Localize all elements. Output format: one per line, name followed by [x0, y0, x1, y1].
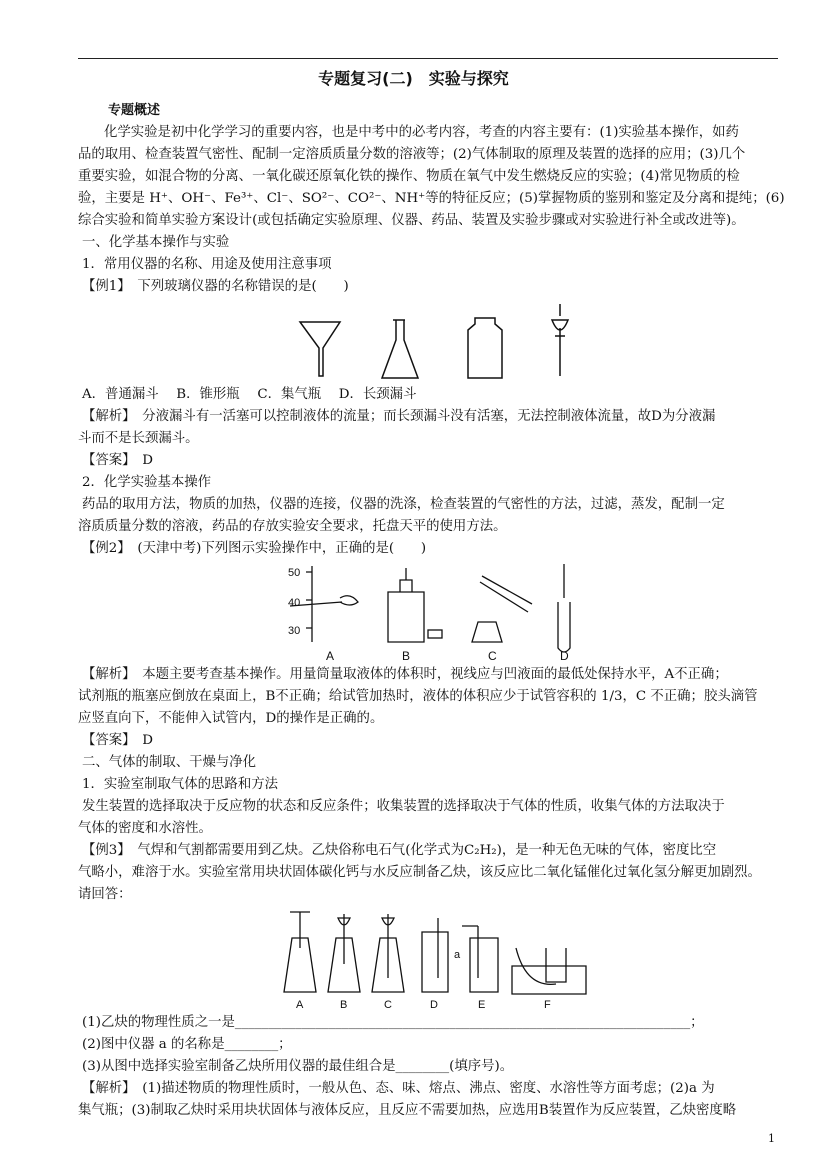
scale-label: 50 — [288, 567, 301, 579]
heating-tube-icon — [472, 576, 532, 642]
stopper-icon — [428, 630, 442, 638]
reagent-bottle-icon — [388, 568, 424, 642]
text-line: 重要实验，如混合物的分离、一氧化碳还原氧化铁的操作、物质在氧气中发生燃烧反应的实验；(4)常见物质的检 — [78, 169, 740, 184]
example-1-options: A．普通漏斗 B．锥形瓶 C．集气瓶 D．长颈漏斗 — [82, 387, 417, 402]
subsection-heading: 1．实验室制取气体的思路和方法 — [82, 777, 278, 792]
example-2-question: 【例2】 (天津中考)下列图示实验操作中，正确的是( ) — [82, 541, 427, 556]
option-label: B — [402, 649, 411, 663]
instrument-a-label: a — [454, 949, 461, 961]
page-number: 1 — [768, 1132, 775, 1145]
option-label: B — [340, 999, 348, 1011]
question-line: (2)图中仪器 a 的名称是________； — [82, 1037, 292, 1052]
text-line: 化学实验是初中化学学习的重要内容，也是中考中的必考内容，考查的内容主要有：(1)实验基本操作，如药 — [104, 125, 739, 140]
question-line: (1)乙炔的物理性质之一是____________________________________________________________________； — [82, 1015, 704, 1030]
text-line: 验，主要是 H⁺、OH⁻、Fe³⁺、Cl⁻、SO²⁻、CO²⁻、NH⁺等的特征反应；(5)掌握物质的鉴别和鉴定及分离和提纯；(6) — [78, 191, 785, 206]
section-heading: 二、气体的制取、干燥与净化 — [82, 755, 257, 770]
text-line: 发生装置的选择取决于反应物的状态和反应条件；收集装置的选择取决于气体的性质，收集气体的方法取决于 — [82, 799, 725, 814]
text-line: 试剂瓶的瓶塞应倒放在桌面上，B不正确；给试管加热时，液体的体积应少于试管容积的 1/3，C 不正确；胶头滴管 — [78, 689, 758, 704]
ex2-operations-figure — [282, 562, 602, 664]
text-line: 综合实验和简单实验方案设计(或包括确定实验原理、仪器、药品、装置及实验步骤或对实验进行补全或改进等)。 — [78, 213, 745, 228]
ex1-instruments-figure — [290, 300, 590, 386]
section-heading: 一、化学基本操作与实验 — [82, 235, 230, 250]
page-title: 专题复习(二) 实验与探究 — [318, 69, 509, 88]
text-line: 溶质质量分数的溶液，药品的存放实验安全要求，托盘天平的使用方法。 — [78, 519, 507, 534]
flask-b-icon — [328, 914, 360, 992]
overview-heading: 专题概述 — [108, 103, 161, 118]
bottle-d-icon — [422, 918, 448, 992]
option-label: A — [296, 999, 304, 1011]
text-line: 【解析】 本题主要考查基本操作。用量筒量取液体的体积时，视线应与凹液面的最低处保持水平，A不正确； — [82, 667, 728, 682]
option-label: C — [384, 999, 392, 1011]
text-line: 集气瓶；(3)制取乙炔时采用块状固体与液体反应，且反应不需要加热，应选用B装置作为反应装置，乙炔密度略 — [78, 1103, 737, 1118]
flask-c-icon — [372, 914, 404, 992]
gas-bottle-icon — [468, 318, 502, 378]
option-label: D — [430, 999, 438, 1011]
option-label: C — [488, 649, 497, 663]
flask-a-icon — [284, 912, 316, 992]
example-3-question: 【例3】 气焊和气割都需要用到乙炔。乙炔俗称电石气(化学式为C₂H₂)，是一种无色无味的气体，密度比空 — [82, 843, 717, 858]
example-1-question: 【例1】 下列玻璃仪器的名称错误的是( ) — [82, 279, 349, 294]
conical-flask-icon — [382, 320, 418, 378]
text-line: 品的取用、检查装置气密性、配制一定溶质质量分数的溶液等；(2)气体制取的原理及装置的选择的应用；(3)几个 — [78, 147, 746, 162]
test-tube-icon — [558, 564, 570, 652]
funnel-icon — [300, 322, 340, 376]
header-rule — [78, 58, 778, 59]
text-line: 应竖直向下，不能伸入试管内，D的操作是正确的。 — [78, 711, 384, 726]
gas-bottle-e-icon — [462, 926, 498, 992]
subsection-heading: 2．化学实验基本操作 — [82, 475, 212, 490]
text-line: 【解析】 分液漏斗有一活塞可以控制液体的流量；而长颈漏斗没有活塞，无法控制液体流量，故D为分液漏 — [82, 409, 716, 424]
eye-icon — [340, 596, 358, 605]
answer-line: 【答案】 D — [82, 453, 153, 468]
water-trough-f-icon — [512, 948, 586, 994]
text-line: 药品的取用方法，物质的加热，仪器的连接，仪器的洗涤，检查装置的气密性的方法，过滤，蒸发，配制一定 — [82, 497, 725, 512]
text-line: 请回答： — [78, 887, 132, 902]
subsection-heading: 1．常用仪器的名称、用途及使用注意事项 — [82, 257, 332, 272]
separatory-funnel-icon — [552, 304, 568, 376]
question-line: (3)从图中选择实验室制备乙炔所用仪器的最佳组合是________(填序号)。 — [82, 1059, 514, 1074]
answer-line: 【答案】 D — [82, 733, 153, 748]
text-line: 斗而不是长颈漏斗。 — [78, 431, 199, 446]
text-line: 气略小，难溶于水。实验室常用块状固体碳化钙与水反应制备乙炔，该反应比二氧化锰催化过氧化氢分解更加剧烈。 — [78, 865, 761, 880]
scale-label: 40 — [288, 597, 301, 609]
text-line: 气体的密度和水溶性。 — [78, 821, 212, 836]
text-line: 【解析】 (1)描述物质的物理性质时，一般从色、态、味、熔点、沸点、密度、水溶性等方面考虑；(2)a 为 — [82, 1081, 715, 1096]
scale-label: 30 — [288, 625, 301, 637]
option-label: E — [478, 999, 486, 1011]
ex3-apparatus-figure — [276, 908, 596, 1012]
option-label: A — [326, 649, 335, 663]
option-label: D — [560, 649, 569, 663]
option-label: F — [544, 999, 551, 1011]
